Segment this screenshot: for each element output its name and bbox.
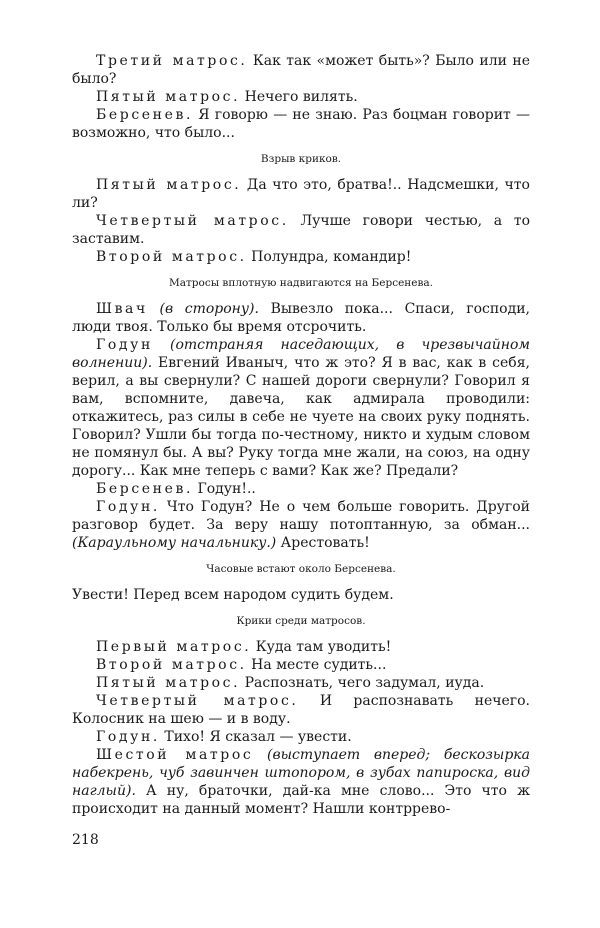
replica: [72, 248, 530, 266]
replica: [72, 176, 530, 212]
replica: [72, 212, 530, 248]
replica-text: Что Годун? Не о чем больше говорить. Другой разговор будет. За веру нашу потоптанную, за обман...: [72, 499, 530, 533]
replica-text: Как так «может быть»? Было или не было?: [72, 53, 530, 87]
speaker-name: Четвертый матрос.: [96, 213, 289, 229]
replica-text: Полундра, командир!: [246, 249, 412, 265]
replica-text: Лучше говори честью, а то заставим.: [72, 213, 530, 247]
play-text: [72, 52, 530, 818]
page-number: 218: [72, 832, 99, 848]
replica: [72, 300, 530, 336]
speaker-name: Пятый матрос.: [96, 177, 242, 193]
replica: [72, 728, 530, 746]
replica-text: Нечего вилять.: [240, 89, 358, 105]
speaker-name: Годун: [96, 337, 153, 353]
stage-direction: Матросы вплотную надвигаются на Берсенева.: [168, 277, 434, 289]
replica-text: Да что это, братва!.. Надсмешки, что ли?: [72, 177, 530, 211]
speaker-name: Годун.: [96, 729, 160, 745]
stage-direction: Часовые встают около Берсенева.: [206, 563, 396, 575]
replica: [72, 498, 530, 552]
speaker-name: Шестой матрос: [96, 747, 254, 763]
inline-stage-direction: (Караульному начальнику.): [72, 535, 277, 551]
speaker-name: Берсенев.: [96, 481, 194, 497]
replica-text: Евгений Иваныч, что ж это? Я в вас, как в себя, верил, а вы свернули? С нашей дороги свернули? Говорил я вам, вспомните, давеча, как адмирала проводили: откажитесь, раз силы в себе не чуете на своих руку поднять. Говорил? Ушли бы тогда по-честному, никто и худым словом не помянул бы. А вы? Руку тогда мне жали, на союз, на одну дорогу... Как мне теперь с вами? Как же? Предали?: [72, 355, 530, 479]
replica-continuation: Увести! Перед всем народом судить будем.: [72, 587, 394, 603]
speaker-name: Второй матрос.: [96, 249, 247, 265]
replica-text: Годун!..: [193, 481, 256, 497]
replica: [72, 106, 530, 142]
speaker-name: Пятый матрос.: [96, 675, 241, 691]
inline-stage-direction: (в сторону).: [147, 301, 259, 317]
speaker-name: Четвертый матрос.: [96, 693, 299, 709]
replica-text: Вывезло пока... Спаси, господи, люди твоя. Только бы время отсрочить.: [72, 301, 530, 335]
inline-stage-direction: (отстраняя наседающих, в чрезвычайном волнении).: [72, 337, 530, 371]
replica-text: Распознать, чего задумал, иуда.: [240, 675, 485, 691]
speaker-name: Первый матрос.: [96, 639, 252, 655]
speaker-name: Годун.: [96, 499, 160, 515]
replica-text: И распознавать нечего. Колосник на шею — и в воду.: [72, 693, 531, 727]
replica: [72, 746, 530, 818]
replica-text: А ну, браточки, дай-ка мне слово... Это что ж происходит на данный момент? Нашли контррево-: [72, 783, 530, 817]
speaker-name: Пятый матрос.: [96, 89, 241, 105]
stage-direction: Взрыв криков.: [260, 153, 342, 165]
replica-text: Куда там уводить!: [251, 639, 392, 655]
stage-direction: Крики среди матросов.: [236, 615, 366, 627]
replica: [72, 638, 530, 656]
replica-text: Тихо! Я сказал — увести.: [159, 729, 352, 745]
replica-text: Я говорю — не знаю. Раз боцман говорит — возможно, что было...: [72, 107, 530, 141]
speaker-name: Третий матрос.: [96, 53, 248, 69]
replica: [72, 692, 530, 728]
replica: [72, 480, 530, 498]
speaker-name: Второй матрос.: [96, 657, 247, 673]
speaker-name: Берсенев.: [96, 107, 194, 123]
replica: [72, 52, 530, 88]
replica: [72, 336, 530, 480]
replica-text: Арестовать!: [276, 535, 370, 551]
replica-text: На месте судить...: [246, 657, 387, 673]
replica: [72, 656, 530, 674]
speaker-name: Швач: [96, 301, 148, 317]
inline-stage-direction: (выступает вперед; бескозырка набекрень, чуб завинчен штопором, в зубах папироска, вид наглый).: [72, 747, 530, 799]
replica: [72, 88, 530, 106]
replica: [72, 674, 530, 692]
